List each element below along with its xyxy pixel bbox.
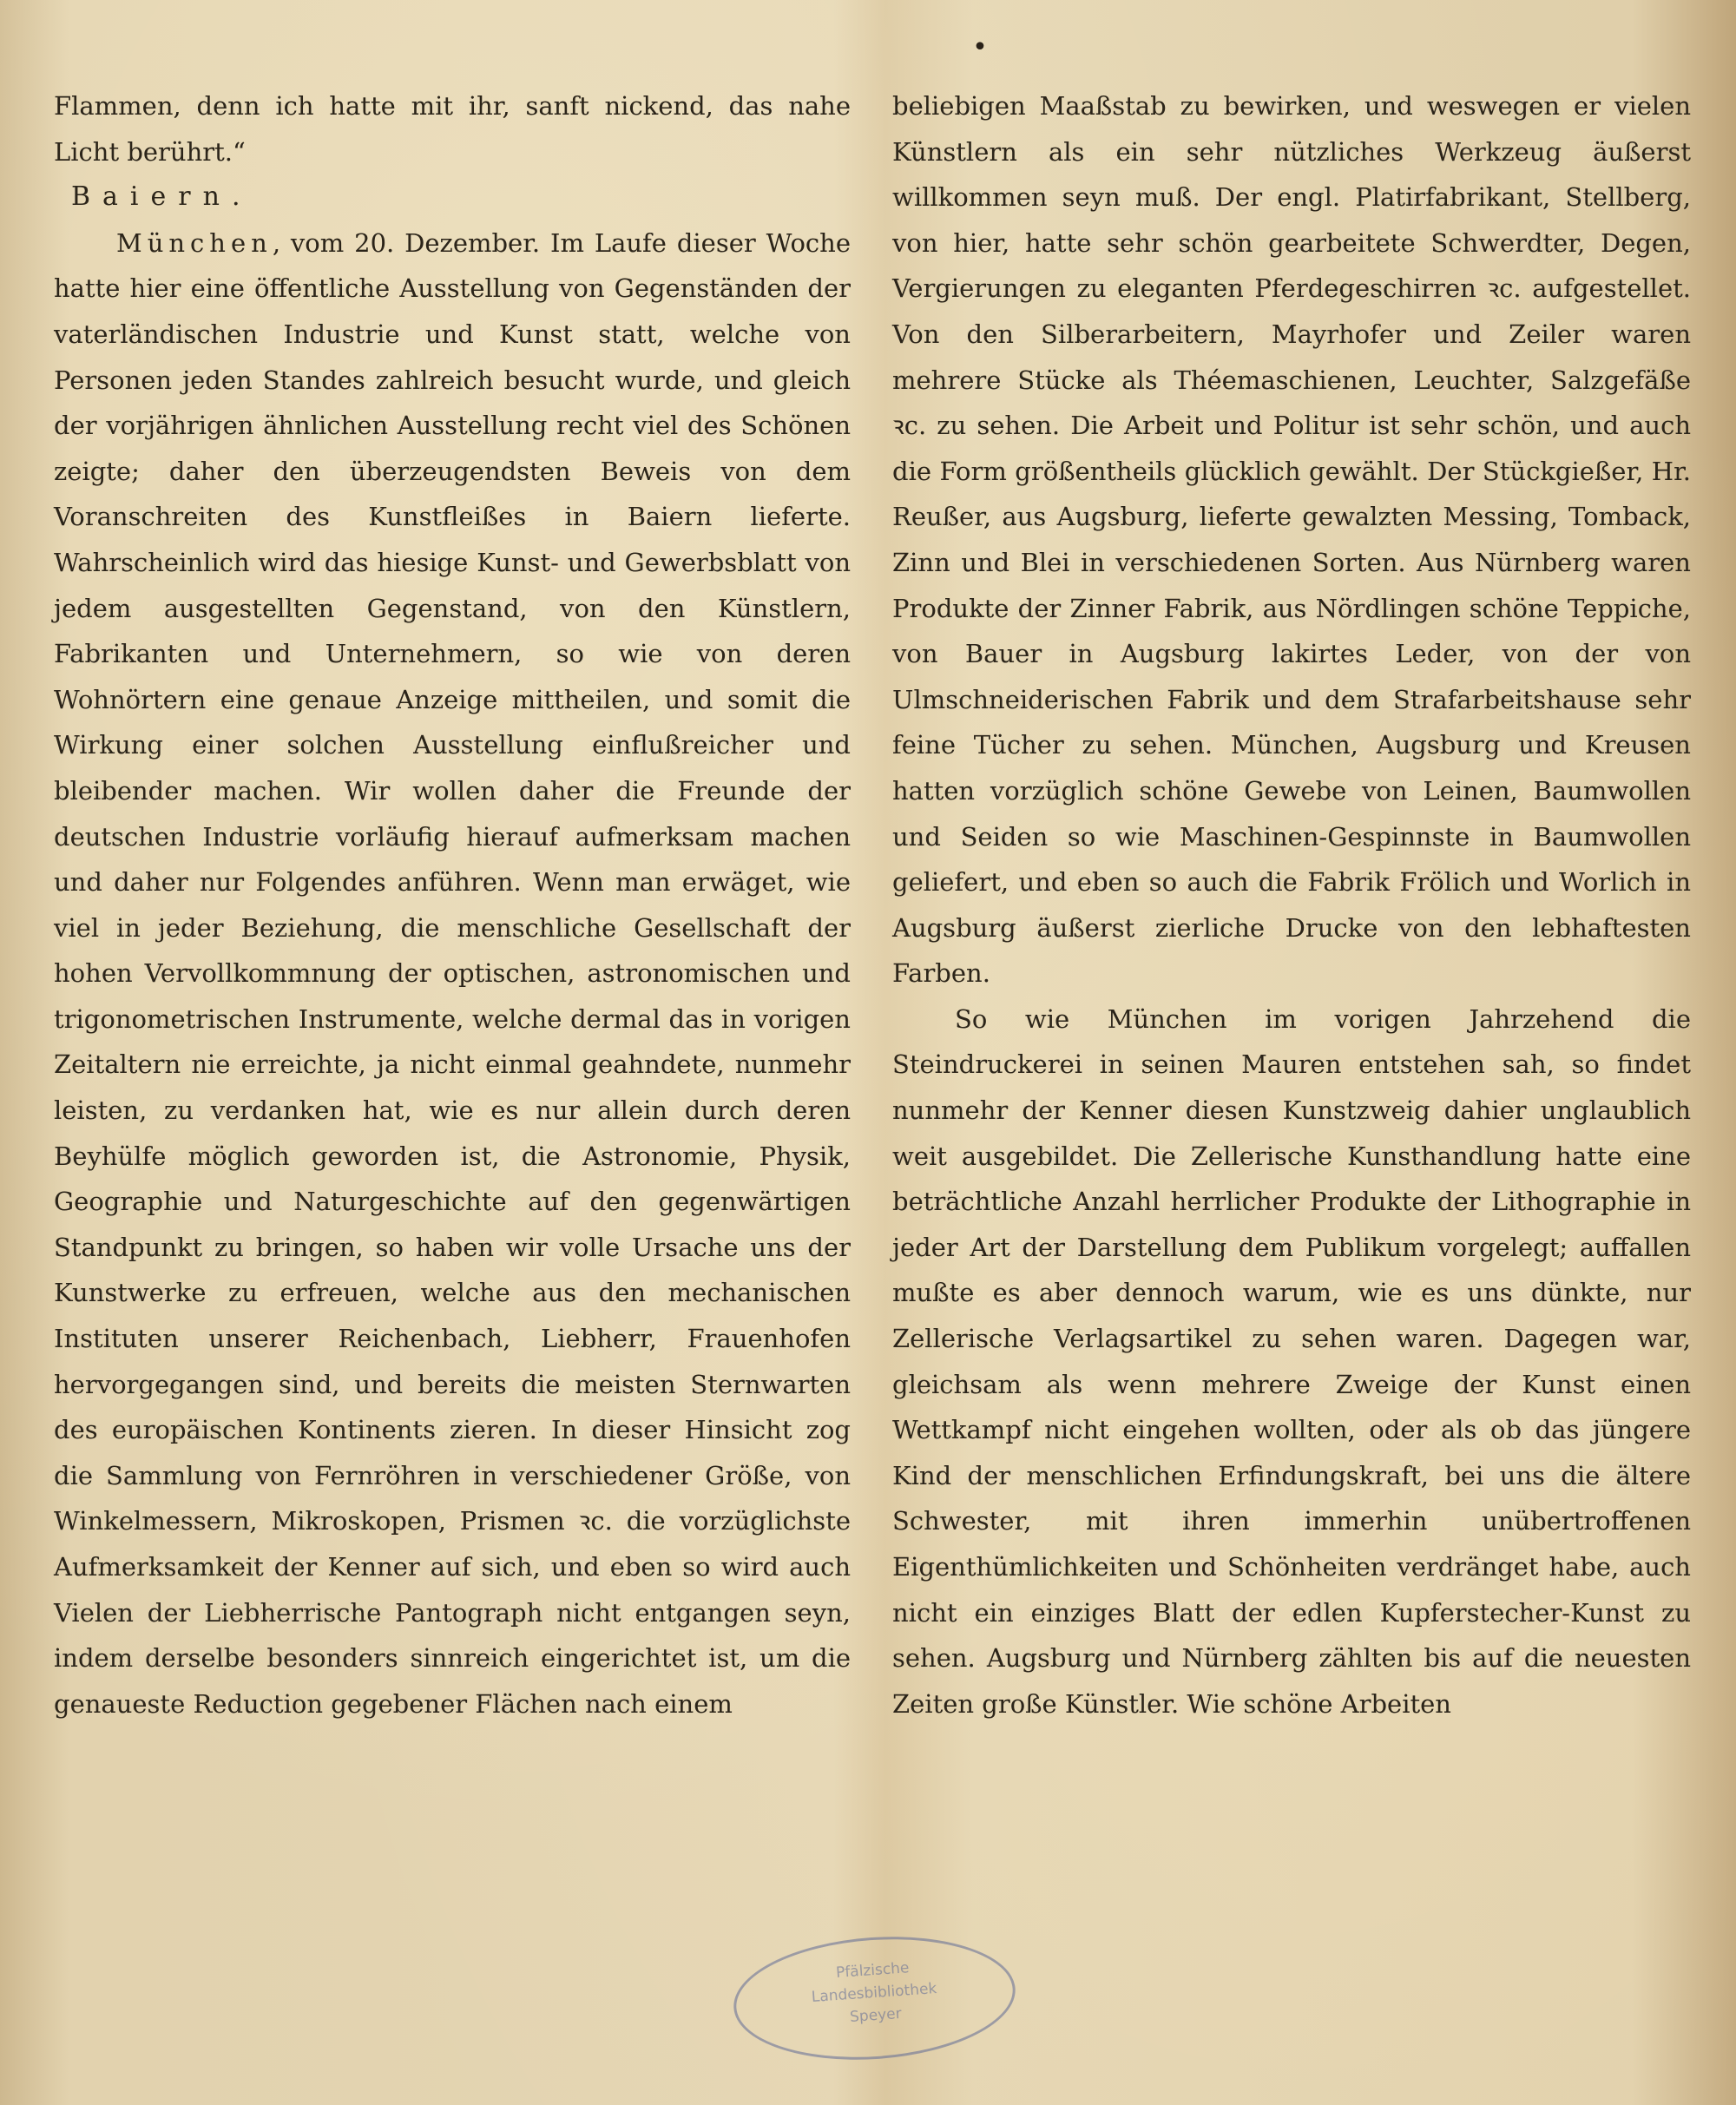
stamp-line-3: Speyer (849, 2004, 903, 2027)
opening-paragraph: Flammen, denn ich hatte mit ihr, sanft nickend, das nahe Licht berührt.“ (54, 91, 851, 167)
continuation-paragraph: beliebigen Maaßstab zu bewirken, und weswegen er vielen Künstlern als ein sehr nützliches Werkzeug äußerst willkommen seyn muß. Der engl. Platirfabrikant, Stellberg, von hier, hatte sehr schön gearbeitete Schwerdter, Degen, Vergierungen zu eleganten Pferdegeschirren ꝛc. aufgestellet. Von den Silberarbeitern, Mayrhofer und Zeiler waren mehrere Stücke als Théemaschienen, Leuchter, Salzgefäße ꝛc. zu sehen. Die Arbeit und Politur ist sehr schön, und auch die Form größentheils glücklich gewählt. Der Stückgießer, Hr. Reußer, aus Augsburg, lieferte gewalzten Messing, Tomback, Zinn und Blei in verschiedenen Sorten. Aus Nürnberg waren Produkte der Zinner Fabrik, aus Nördlingen schöne Teppiche, von Bauer in Augsburg lakirtes Leder, von der von Ulmschneiderischen Fabrik und dem Strafarbeitshause sehr feine Tücher zu sehen. München, Augsburg und Kreusen hatten vorzüglich schöne Gewebe von Leinen, Baumwollen und Seiden so wie Maschinen-Gespinnste in Baumwollen geliefert, und eben so auch die Fabrik Frölich und Worlich in Augsburg äußerst zierliche Drucke von den lebhaftesten Farben. (892, 91, 1691, 989)
page-marker: • (972, 32, 988, 62)
lithography-paragraph: So wie München im vorigen Jahrzehend die Steindruckerei in seinen Mauren entstehen sah, so findet nunmehr der Kenner diesen Kunstzweig dahier unglaublich weit ausgebildet. Die Zellerische Kunsthandlung hatte eine beträchtliche Anzahl herrlicher Produkte der Lithographie in jeder Art der Darstellung dem Publikum vorgelegt; auffallen mußte es aber dennoch warum, wie es uns dünkte, nur Zellerische Verlagsartikel zu sehen waren. Dagegen war, gleichsam als wenn mehrere Zweige der Kunst einen Wettkampf nicht eingehen wollten, oder als ob das jüngere Kind der menschlichen Erfindungskraft, bei uns die ältere Schwester, mit ihren immerhin unübertroffenen Eigenthümlichkeiten und Schönheiten verdränget habe, auch nicht ein einziges Blatt der edlen Kupferstecher-Kunst zu sehen. Augsburg und Nürnberg zählten bis auf die neuesten Zeiten große Künstler. Wie schöne Arbeiten (892, 1003, 1691, 1719)
section-heading: Baiern. (71, 181, 253, 213)
left-column (54, 83, 851, 1727)
right-column (892, 83, 1691, 1727)
library-stamp (730, 1928, 1020, 2069)
article-body: Im Laufe dieser Woche hatte hier eine öffentliche Ausstellung von Gegenständen der vaterländischen Industrie und Kunst statt, welche von Personen jeden Standes zahlreich besucht wurde, und gleich der vorjährigen ähnlichen Ausstellung recht viel des Schönen zeigte; daher den überzeugendsten Beweis von dem Voranschreiten des Kunstfleißes in Baiern lieferte. Wahrscheinlich wird das hiesige Kunst- und Gewerbsblatt von jedem ausgestellten Gegenstand, von den Künstlern, Fabrikanten und Unternehmern, so wie von deren Wohnörtern eine genaue Anzeige mittheilen, und somit die Wirkung einer solchen Ausstellung einflußreicher und bleibender machen. Wir wollen daher die Freunde der deutschen Industrie vorläufig hierauf aufmerksam machen und daher nur Folgendes anführen. Wenn man erwäget, wie viel in jeder Beziehung, die menschliche Gesellschaft der hohen Vervollkommnung der optischen, astronomischen und trigonometrischen Instrumente, welche dermal das in vorigen Zeitaltern nie erreichte, ja nicht einmal geahndete, nunmehr leisten, zu verdanken hat, wie es nur allein durch deren Beyhülfe möglich geworden ist, die Astronomie, Physik, Geographie und Naturgeschichte auf den gegenwärtigen Standpunkt zu bringen, so haben wir volle Ursache uns der Kunstwerke zu erfreuen, welche aus den mechanischen Instituten unserer Reichenbach, Liebherr, Frauenhofen hervorgegangen sind, und bereits die meisten Sternwarten des europäischen Kontinents zieren. In dieser Hinsicht zog die Sammlung von Fernröhren in verschiedener Größe, von Winkelmessern, Mikroskopen, Prismen ꝛc. die vorzüglichste Aufmerksamkeit der Kenner auf sich, und eben so wird auch Vielen der Liebherrische Pantograph nicht entgangen seyn, indem derselbe besonders sinnreich eingerichtet ist, um die genaueste Reduction gegebener Flächen nach einem (54, 227, 851, 1719)
article-paragraph (54, 220, 851, 1727)
stamp-line-1: Pfälzische (835, 1959, 911, 1982)
place-name: München (116, 227, 273, 258)
date-line: , vom 20. Dezember. (272, 227, 541, 258)
stamp-line-2: Landesbibliothek (811, 1979, 937, 2007)
library-stamp-text (733, 1950, 1015, 2036)
